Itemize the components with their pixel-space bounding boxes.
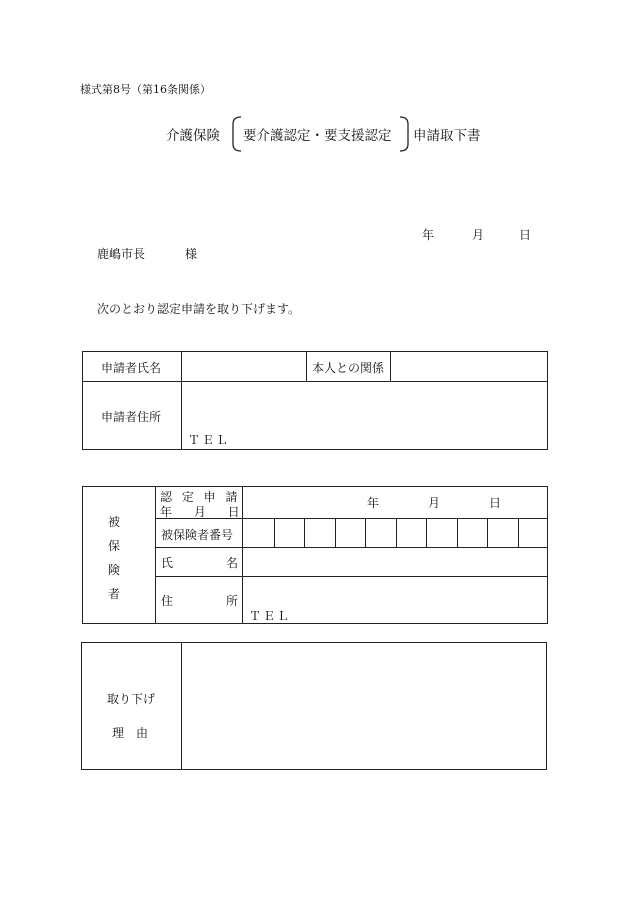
insured-section-char: 保 [108, 539, 121, 553]
insured-section-label [108, 510, 120, 606]
reason-label-line2: 理 由 [112, 726, 149, 740]
date-day: 日 [519, 228, 532, 242]
insured-number-digit-field[interactable] [488, 519, 517, 547]
relation-label: 本人との関係 [312, 361, 385, 375]
intro-text: 次のとおり認定申請を取り下げます。 [97, 302, 301, 316]
insured-number-digit-field[interactable] [427, 519, 456, 547]
relation-field[interactable] [392, 353, 546, 379]
insured-tel-label: ＴＥＬ [249, 609, 292, 623]
insured-number-digit-field[interactable] [244, 519, 273, 547]
application-date-label-line1: 認 定 申 請 [160, 490, 241, 504]
relation-label-right-divider [390, 351, 391, 381]
insured-number-digit-field[interactable] [519, 519, 548, 547]
form-number: 様式第8号（第16条関係） [80, 83, 211, 96]
applicant-name-field[interactable] [183, 353, 304, 379]
insured-address-label-left: 住 [161, 594, 174, 608]
reason-label-line1: 取り下げ [107, 692, 156, 706]
applicant-name-label: 申請者氏名 [101, 361, 162, 375]
insured-section-char: 険 [108, 563, 121, 577]
insured-name-label-left: 氏 [161, 556, 174, 570]
insured-address-label-right: 所 [226, 594, 239, 608]
insured-label-divider [242, 486, 243, 624]
insured-row3-divider [155, 576, 548, 577]
insured-section-char: 被 [108, 515, 121, 529]
title-suffix: 申請取下書 [413, 128, 481, 144]
insured-section-char: 者 [108, 587, 121, 601]
application-date-year: 年 [367, 496, 380, 510]
insured-number-label: 被保険者番号 [161, 528, 234, 542]
applicant-address-field[interactable] [183, 383, 546, 448]
title-bracket-inner: 要介護認定・要支援認定 [243, 128, 392, 144]
insured-number-digit-field[interactable] [275, 519, 304, 547]
application-date-label-line2: 年 月 日 [160, 505, 240, 519]
insured-number-digit-field[interactable] [305, 519, 334, 547]
date-year: 年 [422, 228, 435, 242]
relation-label-left-divider [306, 351, 307, 381]
application-date-month: 月 [428, 496, 441, 510]
insured-name-label-right: 名 [226, 556, 239, 570]
addressee-name: 鹿嶋市長 [97, 247, 146, 261]
insured-number-digit-field[interactable] [366, 519, 395, 547]
date-month: 月 [472, 228, 485, 242]
applicant-address-label: 申請者住所 [101, 410, 162, 424]
insured-number-digit-field[interactable] [458, 519, 487, 547]
applicant-col-divider [181, 351, 182, 450]
insured-section-divider [155, 486, 156, 624]
insured-name-field[interactable] [244, 549, 546, 575]
right-bracket-icon [398, 116, 412, 152]
insured-row2-divider [155, 547, 548, 548]
addressee-honorific: 様 [185, 247, 198, 261]
title-prefix: 介護保険 [166, 128, 220, 144]
applicant-tel-label: ＴＥＬ [188, 433, 231, 447]
applicant-row-divider [82, 381, 548, 382]
application-date-day: 日 [489, 496, 502, 510]
reason-col-divider [181, 642, 182, 770]
insured-number-digit-field[interactable] [397, 519, 426, 547]
reason-field[interactable] [183, 644, 545, 768]
insured-number-digit-field[interactable] [336, 519, 365, 547]
left-bracket-icon [229, 116, 243, 152]
